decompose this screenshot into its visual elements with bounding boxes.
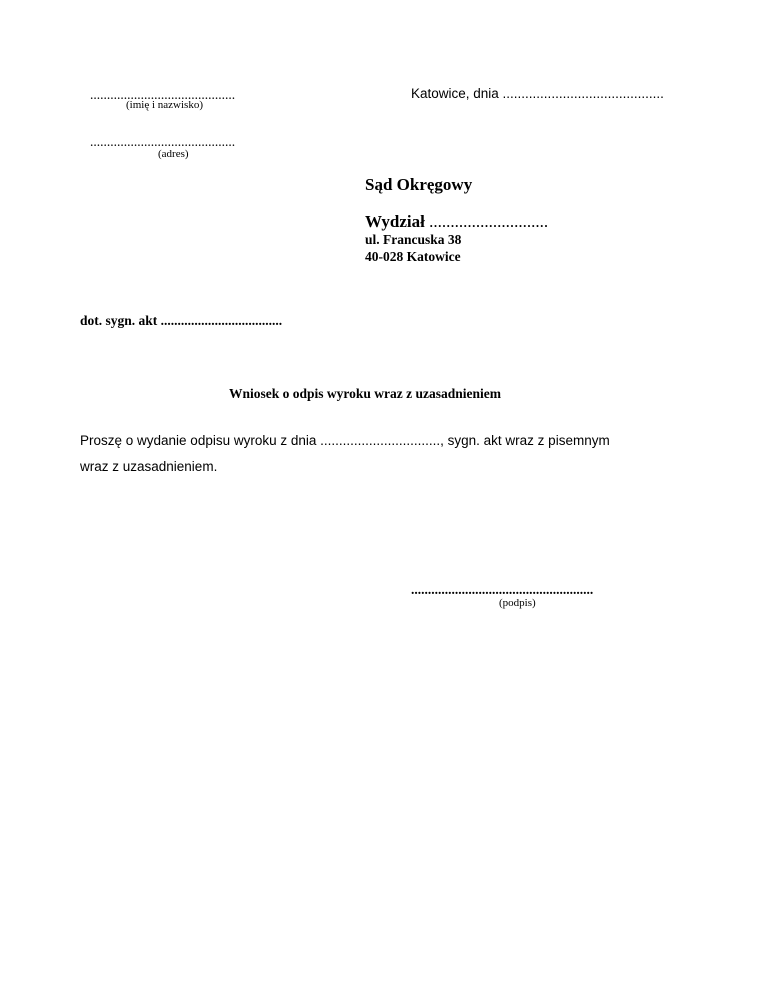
court-street: ul. Francuska 38 xyxy=(365,232,462,247)
sender-address-caption: (adres) xyxy=(158,148,189,160)
sender-address-line: ........................................... xyxy=(90,134,236,149)
signature-caption: (podpis) xyxy=(499,597,536,609)
court-department xyxy=(365,212,548,232)
case-reference: dot. sygn. akt .................................... xyxy=(80,313,283,328)
sender-name-line: ........................................... xyxy=(90,87,236,102)
court-department-dots: ............................ xyxy=(424,212,549,231)
sender-name-caption: (imię i nazwisko) xyxy=(126,99,203,111)
court-city: 40-028 Katowice xyxy=(365,249,461,264)
place-date: Katowice, dnia ........................................... xyxy=(411,86,664,101)
body-line-2: wraz z uzasadnieniem. xyxy=(80,459,218,474)
signature-line: ...................................................... xyxy=(411,582,594,597)
court-name: Sąd Okręgowy xyxy=(365,175,473,194)
court-department-label: Wydział xyxy=(365,212,425,231)
body-line-1: Proszę o wydanie odpisu wyroku z dnia ................................, sygn. akt wraz z pisemnym xyxy=(80,433,610,448)
document-title: Wniosek o odpis wyroku wraz z uzasadnieniem xyxy=(229,386,502,401)
